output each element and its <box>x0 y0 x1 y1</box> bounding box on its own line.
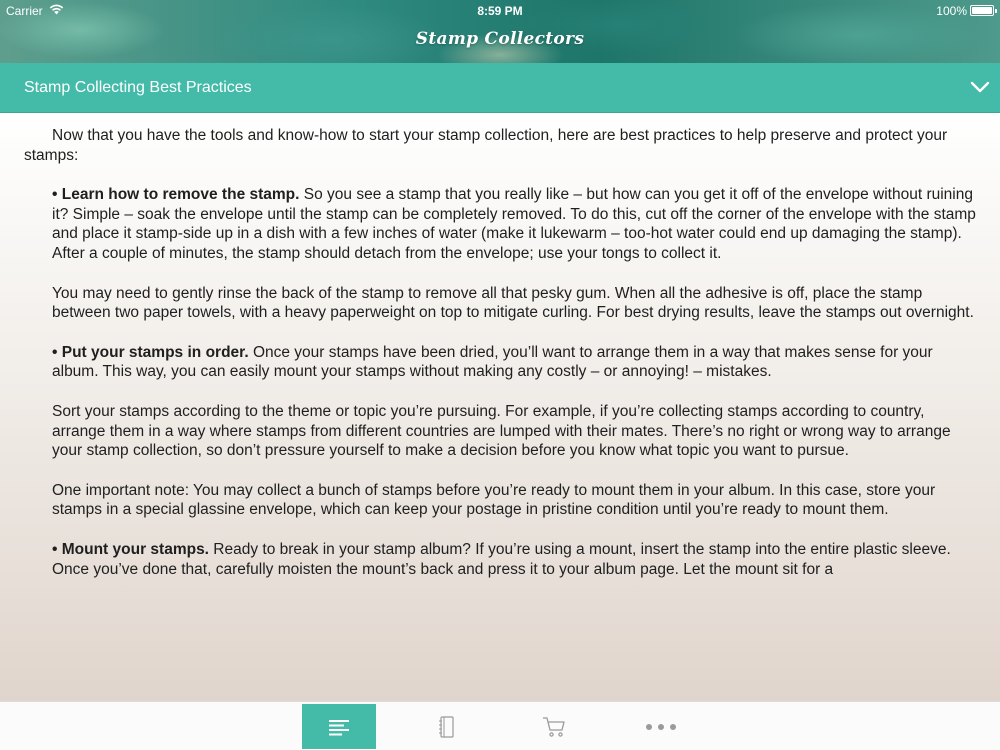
app-title: Stamp Collectors <box>415 29 585 49</box>
section-header[interactable] <box>0 63 1000 113</box>
carrier-label: Carrier <box>6 4 43 18</box>
paragraph-text: Ready to break in your stamp album? If you’re using a mount, insert the stamp into the entire plastic sleeve. Once you’ve done that, carefully moisten the mount’s back and press it to your album page. Let the mount sit for a <box>52 540 951 578</box>
more-dots-icon <box>645 722 677 732</box>
status-bar <box>0 0 1000 20</box>
article-paragraph: Sort your stamps according to the theme or topic you’re pursuing. For example, if you’re collecting stamps according to country, arrange them in a way where stamps from different countries are lumped with their mates. There’s no right or wrong way to arrange your stamp collection, so don’t pressure yourself to make a decision before you know what topic you want to pursue. <box>52 402 951 460</box>
article-paragraph <box>52 540 980 579</box>
section-heading: Learn how to remove the stamp. <box>61 186 300 204</box>
article-intro: Now that you have the tools and know-how to start your stamp collection, here are best practices to help preserve and protect your stamps: <box>24 127 948 164</box>
notebook-icon <box>437 715 457 739</box>
section-heading: Put your stamps in order. <box>61 343 249 361</box>
article-paragraph: You may need to gently rinse the back of the stamp to remove all that pesky gum. When all the adhesive is off, place the stamp between two paper towels, with a heavy paperweight on top to mitigate curling. For best drying results, leave the stamps out overnight. <box>52 284 974 322</box>
article-content[interactable] <box>0 114 1000 701</box>
tab-bar <box>0 701 1000 750</box>
bullet-marker: • <box>52 343 62 361</box>
cart-icon <box>541 715 567 739</box>
article-paragraph <box>52 185 980 263</box>
section-heading: Mount your stamps. <box>61 540 209 558</box>
battery-icon <box>970 5 994 16</box>
chevron-down-icon[interactable] <box>970 79 990 95</box>
tab-notebook[interactable] <box>410 704 484 749</box>
status-time: 8:59 PM <box>477 4 523 18</box>
article-lines-icon <box>327 718 351 736</box>
article-paragraph <box>52 343 980 382</box>
bullet-marker: • <box>52 540 62 558</box>
section-title: Stamp Collecting Best Practices <box>24 79 252 96</box>
paragraph-text: Once your stamps have been dried, you’ll want to arrange them in a way that makes sense for your album. This way, you can easily mount your stamps without making any costly – or annoying! – mistakes. <box>52 343 933 381</box>
paragraph-text: So you see a stamp that you really like – but how can you get it off of the envelope without ruining it? Simple – soak the envelope until the stamp can be completely removed. To do this, cut off the corner of the envelope with the stamp and place it stamp-side up in a dish with a few inches of water (make it lukewarm – too-hot water could end up damaging the stamp). After a couple of minutes, the stamp should detach from the envelope; use your tongs to collect it. <box>52 186 976 262</box>
tab-more[interactable] <box>624 704 698 749</box>
tab-cart[interactable] <box>517 704 591 749</box>
tab-article[interactable] <box>302 704 376 749</box>
battery-percent: 100% <box>936 4 967 18</box>
bullet-marker: • <box>52 186 62 204</box>
article-paragraph: One important note: You may collect a bunch of stamps before you’re ready to mount them in your album. In this case, store your stamps in a special glassine envelope, which can keep your postage in pristine condition until you’re ready to mount them. <box>52 481 936 519</box>
app-header <box>0 0 1000 63</box>
